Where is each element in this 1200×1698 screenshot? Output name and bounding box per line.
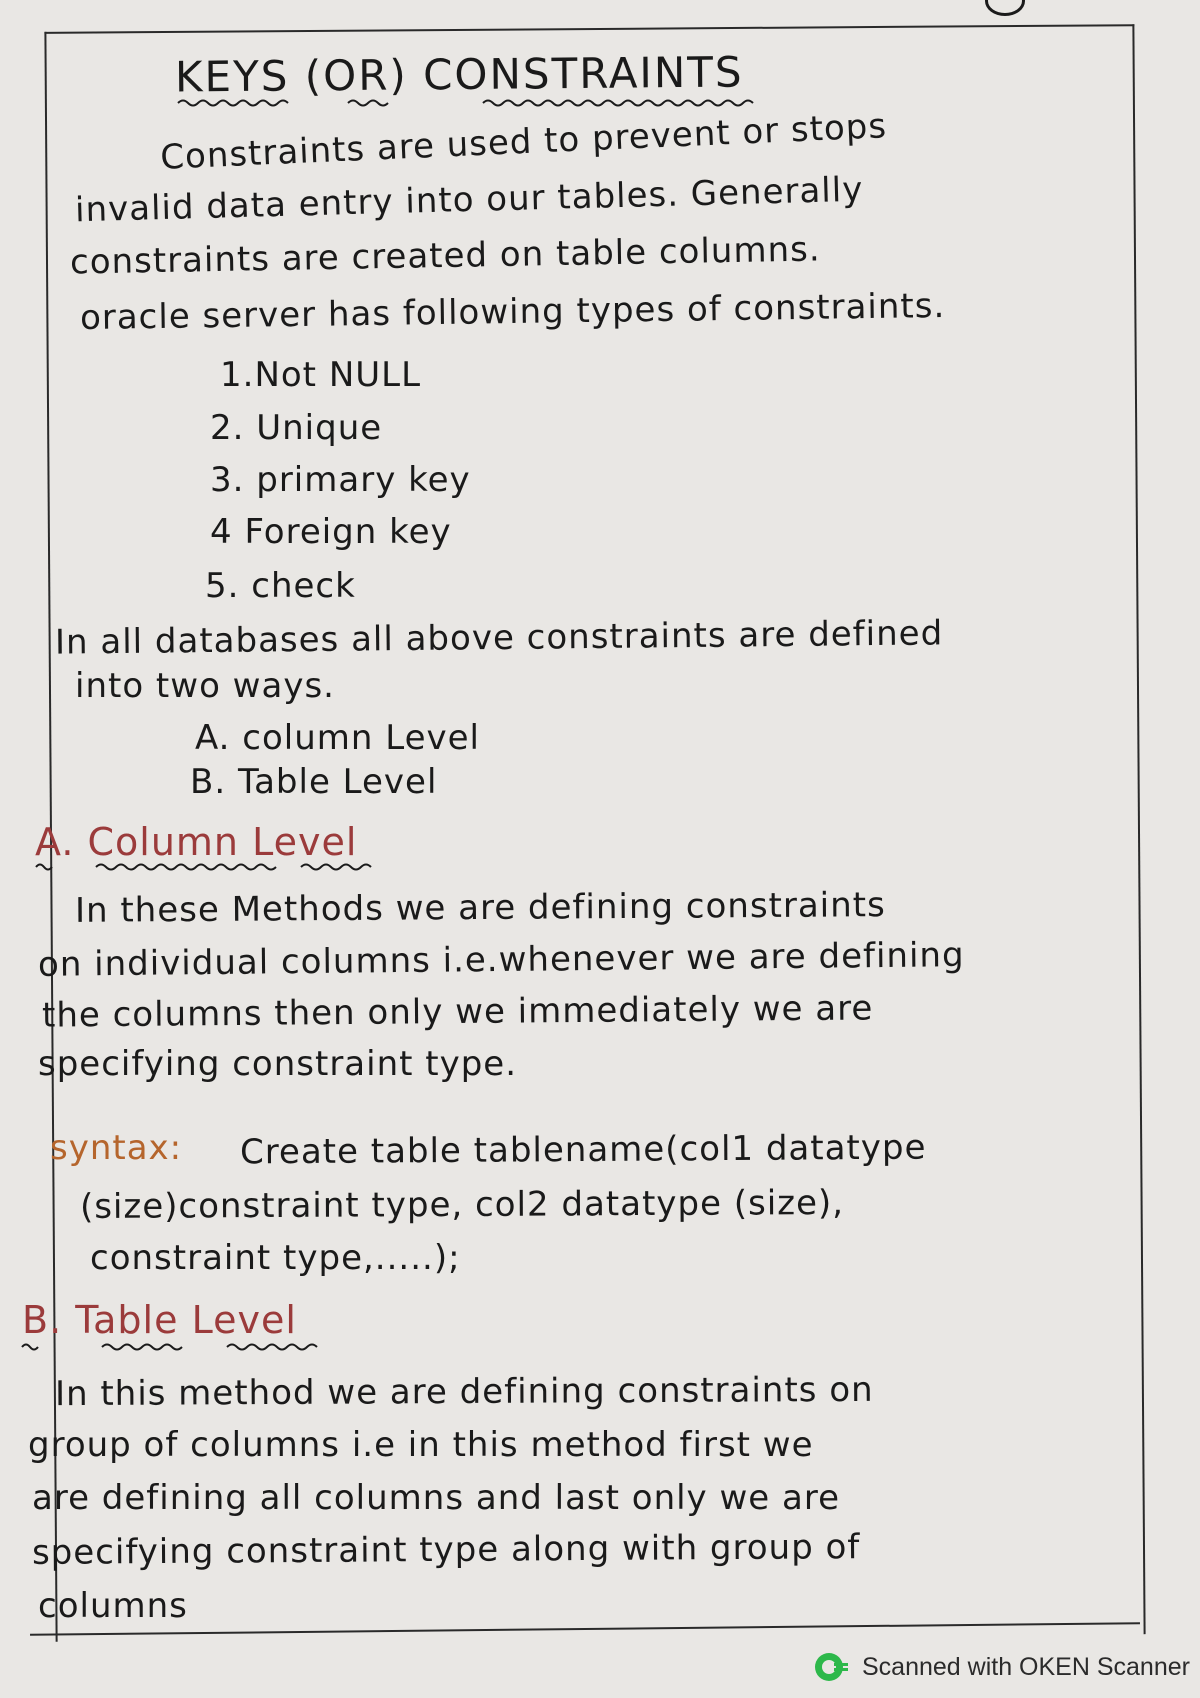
scanner-watermark	[812, 1650, 1190, 1684]
column-level-line: In these Methods we are defining constraints	[74, 885, 886, 931]
syntax-line: Create table tablename(col1 datatype	[239, 1127, 927, 1173]
intro-line: constraints are created on table columns.	[69, 229, 821, 283]
table-level-underline	[22, 1342, 342, 1350]
intro-line: invalid data entry into our tables. Generally	[74, 169, 864, 231]
column-level-underline	[36, 862, 376, 870]
constraint-type-item: 3. primary key	[210, 460, 471, 500]
constraint-type-item: 4 Foreign key	[210, 512, 452, 552]
table-level-line: group of columns i.e in this method first we	[28, 1425, 814, 1465]
table-level-line: are defining all columns and last only we are	[32, 1478, 841, 1518]
syntax-line: constraint type,.....);	[90, 1238, 461, 1278]
way-item: A. column Level	[195, 718, 480, 758]
column-level-heading: A. Column Level	[35, 820, 358, 864]
syntax-label: syntax:	[50, 1128, 183, 1168]
intro-line: oracle server has following types of constraints.	[79, 285, 946, 339]
page-title: KEYS (OR) CONSTRAINTS	[174, 47, 744, 102]
syntax-line: (size)constraint type, col2 datatype (size),	[79, 1183, 845, 1227]
column-level-line: specifying constraint type.	[38, 1044, 518, 1084]
title-underline	[178, 98, 758, 106]
table-level-heading: B. Table Level	[22, 1298, 297, 1342]
column-level-line: on individual columns i.e.whenever we are defining	[37, 935, 965, 985]
constraint-type-item: 1.Not NULL	[220, 355, 422, 395]
scanner-watermark-text: Scanned with OKEN Scanner	[862, 1652, 1190, 1681]
corner-scribble	[985, 0, 1025, 16]
intro-line: Constraints are used to prevent or stops	[159, 106, 888, 178]
table-level-line: In this method we are defining constraints on	[54, 1369, 874, 1415]
ways-intro-line: into two ways.	[75, 666, 335, 706]
table-level-line: specifying constraint type along with group of	[31, 1527, 861, 1573]
ways-intro-line: In all databases all above constraints are defined	[54, 613, 944, 663]
table-level-line: columns	[38, 1586, 188, 1626]
oken-scanner-logo-icon	[812, 1650, 850, 1684]
constraint-type-item: 5. check	[205, 566, 356, 606]
constraint-type-item: 2. Unique	[210, 408, 383, 448]
way-item: B. Table Level	[190, 762, 438, 802]
column-level-line: the columns then only we immediately we are	[41, 988, 874, 1036]
